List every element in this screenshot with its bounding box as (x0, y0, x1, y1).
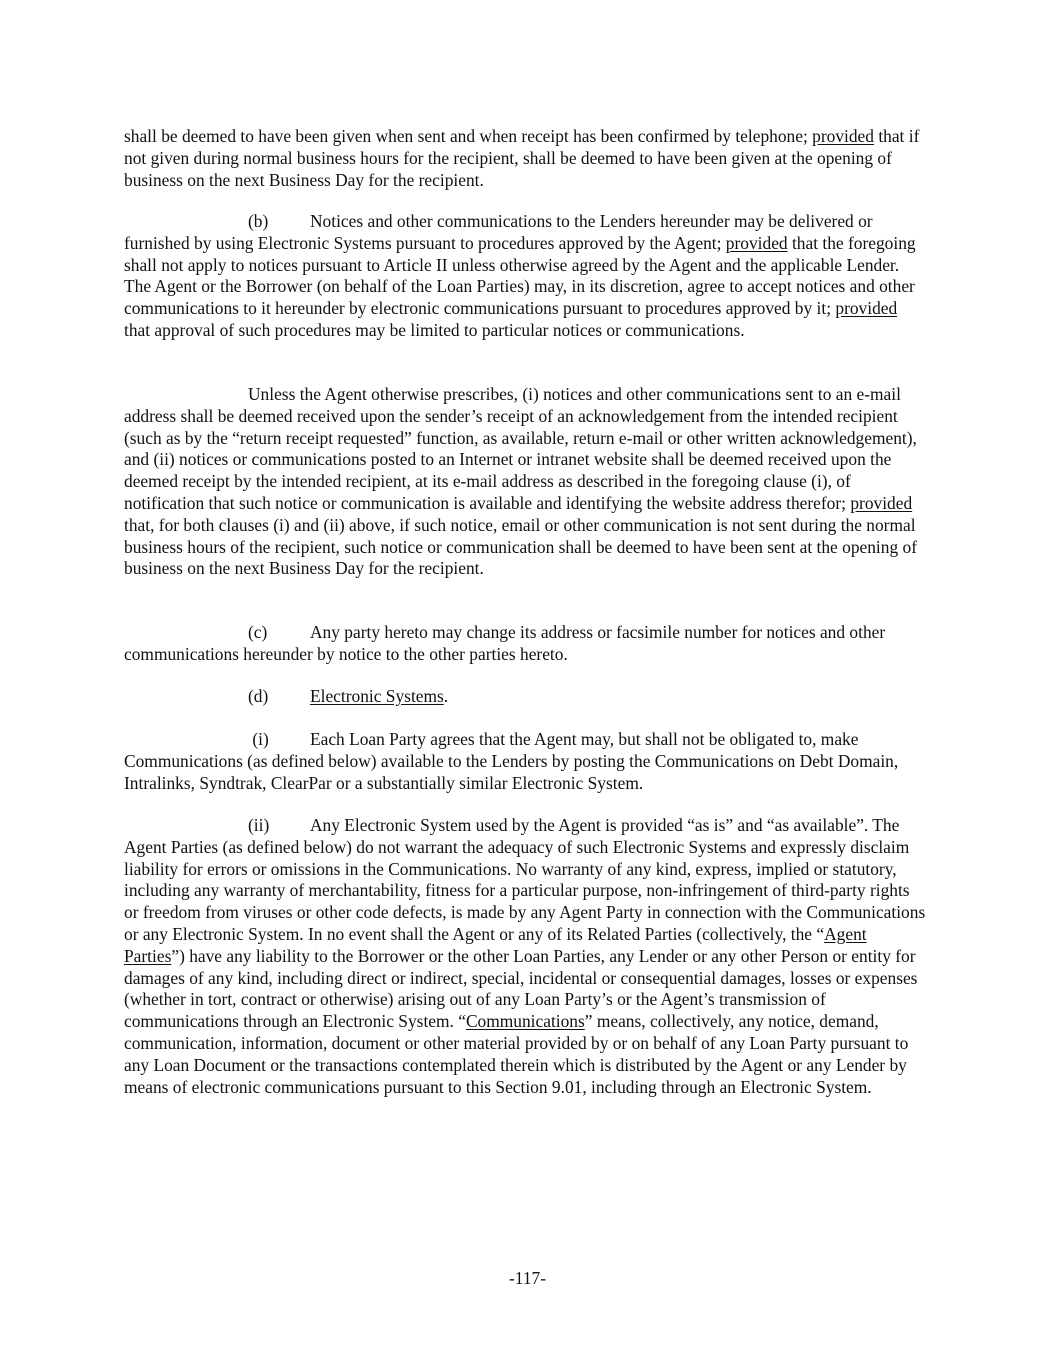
agent-parties-defined-term: Agent Parties (124, 923, 867, 966)
text-run: Notices and other communications to the Lenders hereunder may be delivered or furnished by using Electronic Systems pursuant to procedures approved by the Agent; (124, 211, 873, 253)
clause-label-i: (i) (248, 729, 269, 749)
paragraph-i (124, 729, 926, 794)
paragraph-unless (124, 384, 926, 580)
provided-underlined: provided (725, 232, 788, 253)
paragraph-d-heading (124, 686, 926, 708)
text-run: . (443, 686, 449, 706)
text-run: ” means, collectively, any notice, demand, communication, information, document or other material provided by or on behalf of any Loan Party pursuant to any Loan Document or the transactions contemplated therein which is distributed by the Agent or any Lender by means of electronic communications pursuant to this Section 9.01, including through an Electronic System. (124, 1011, 909, 1097)
provided-underlined: provided (835, 298, 898, 319)
text-run: Any Electronic System used by the Agent is provided “as is” and “as available”. The Agent Parties (as defined below) do not warrant the adequacy of such Electronic Systems and expressly disclaim liability for errors or omissions in the Communications. No warranty of any kind, express, implied or statutory, including any warranty of merchantability, fitness for a particular purpose, non-infringement of third-party rights or freedom from viruses or other code defects, is made by any Agent Party in connection with the Communications or any Electronic System. In no event shall the Agent or any of its Related Parties (collectively, the “ (124, 815, 926, 944)
paragraph-c (124, 622, 926, 666)
provided-underlined: provided (812, 126, 874, 146)
text-run: that, for both clauses (i) and (ii) above, if such notice, email or other communication is not sent during the normal business hours of the recipient, such notice or communication shall be deemed to have been sent at the opening of business on the next Business Day for the recipient. (124, 514, 917, 579)
clause-label-d: (d) (248, 686, 269, 706)
communications-defined-term: Communications (465, 1011, 585, 1032)
clause-label-c: (c) (248, 622, 268, 642)
paragraph-b (124, 211, 926, 342)
text-run: shall be deemed to have been given when sent and when receipt has been confirmed by telephone; (124, 126, 813, 146)
electronic-systems-heading: Electronic Systems (310, 686, 444, 706)
text-run: ”) have any liability to the Borrower or the other Loan Parties, any Lender or any other Person or entity for damages of any kind, including direct or indirect, special, incidental or consequential damages, losses or expenses (whether in tort, contract or otherwise) arising out of any Loan Party’s or the Agent’s transmission of communications through an Electronic System. “ (124, 945, 918, 1032)
paragraph-ii (124, 815, 926, 1098)
text-run: that the foregoing shall not apply to notices pursuant to Article II unless otherwise agreed by the Agent and the applicable Lender. The Agent or the Borrower (on behalf of the Loan Parties) may, in its discretion, agree to accept notices and other communications to it hereunder by electronic communications pursuant to procedures approved by it; (124, 232, 916, 319)
text-run: Any party hereto may change its address or facsimile number for notices and other communications hereunder by notice to the other parties hereto. (124, 622, 886, 664)
text-run: Each Loan Party agrees that the Agent may, but shall not be obligated to, make Communications (as defined below) available to the Lenders by posting the Communications on Debt Domain, Intralinks, Syndtrak, ClearPar or a substantially similar Electronic System. (124, 729, 899, 793)
paragraph-continuation (124, 126, 926, 191)
text-run: Unless the Agent otherwise prescribes, (i) notices and other communications sent to an e-mail address shall be deemed received upon the sender’s receipt of an acknowledgement from the intended recipient (such as by the “return receipt requested” function, as available, return e-mail or other written acknowledgement), and (ii) notices or communications posted to an Internet or intranet website shall be deemed received upon the deemed receipt by the intended recipient, at its e-mail address as described in the foregoing clause (i), of notification that such notice or communication is available and identifying the website address therefor; (124, 384, 917, 513)
text-run: that approval of such procedures may be limited to particular notices or communications. (124, 319, 745, 340)
text-run: that if not given during normal business hours for the recipient, shall be deemed to have been given at the opening of business on the next Business Day for the recipient. (124, 126, 920, 190)
provided-underlined: provided (850, 492, 913, 513)
clause-label-ii: (ii) (248, 815, 270, 835)
page-number: -117- (508, 1268, 547, 1288)
clause-label-b: (b) (248, 211, 269, 231)
